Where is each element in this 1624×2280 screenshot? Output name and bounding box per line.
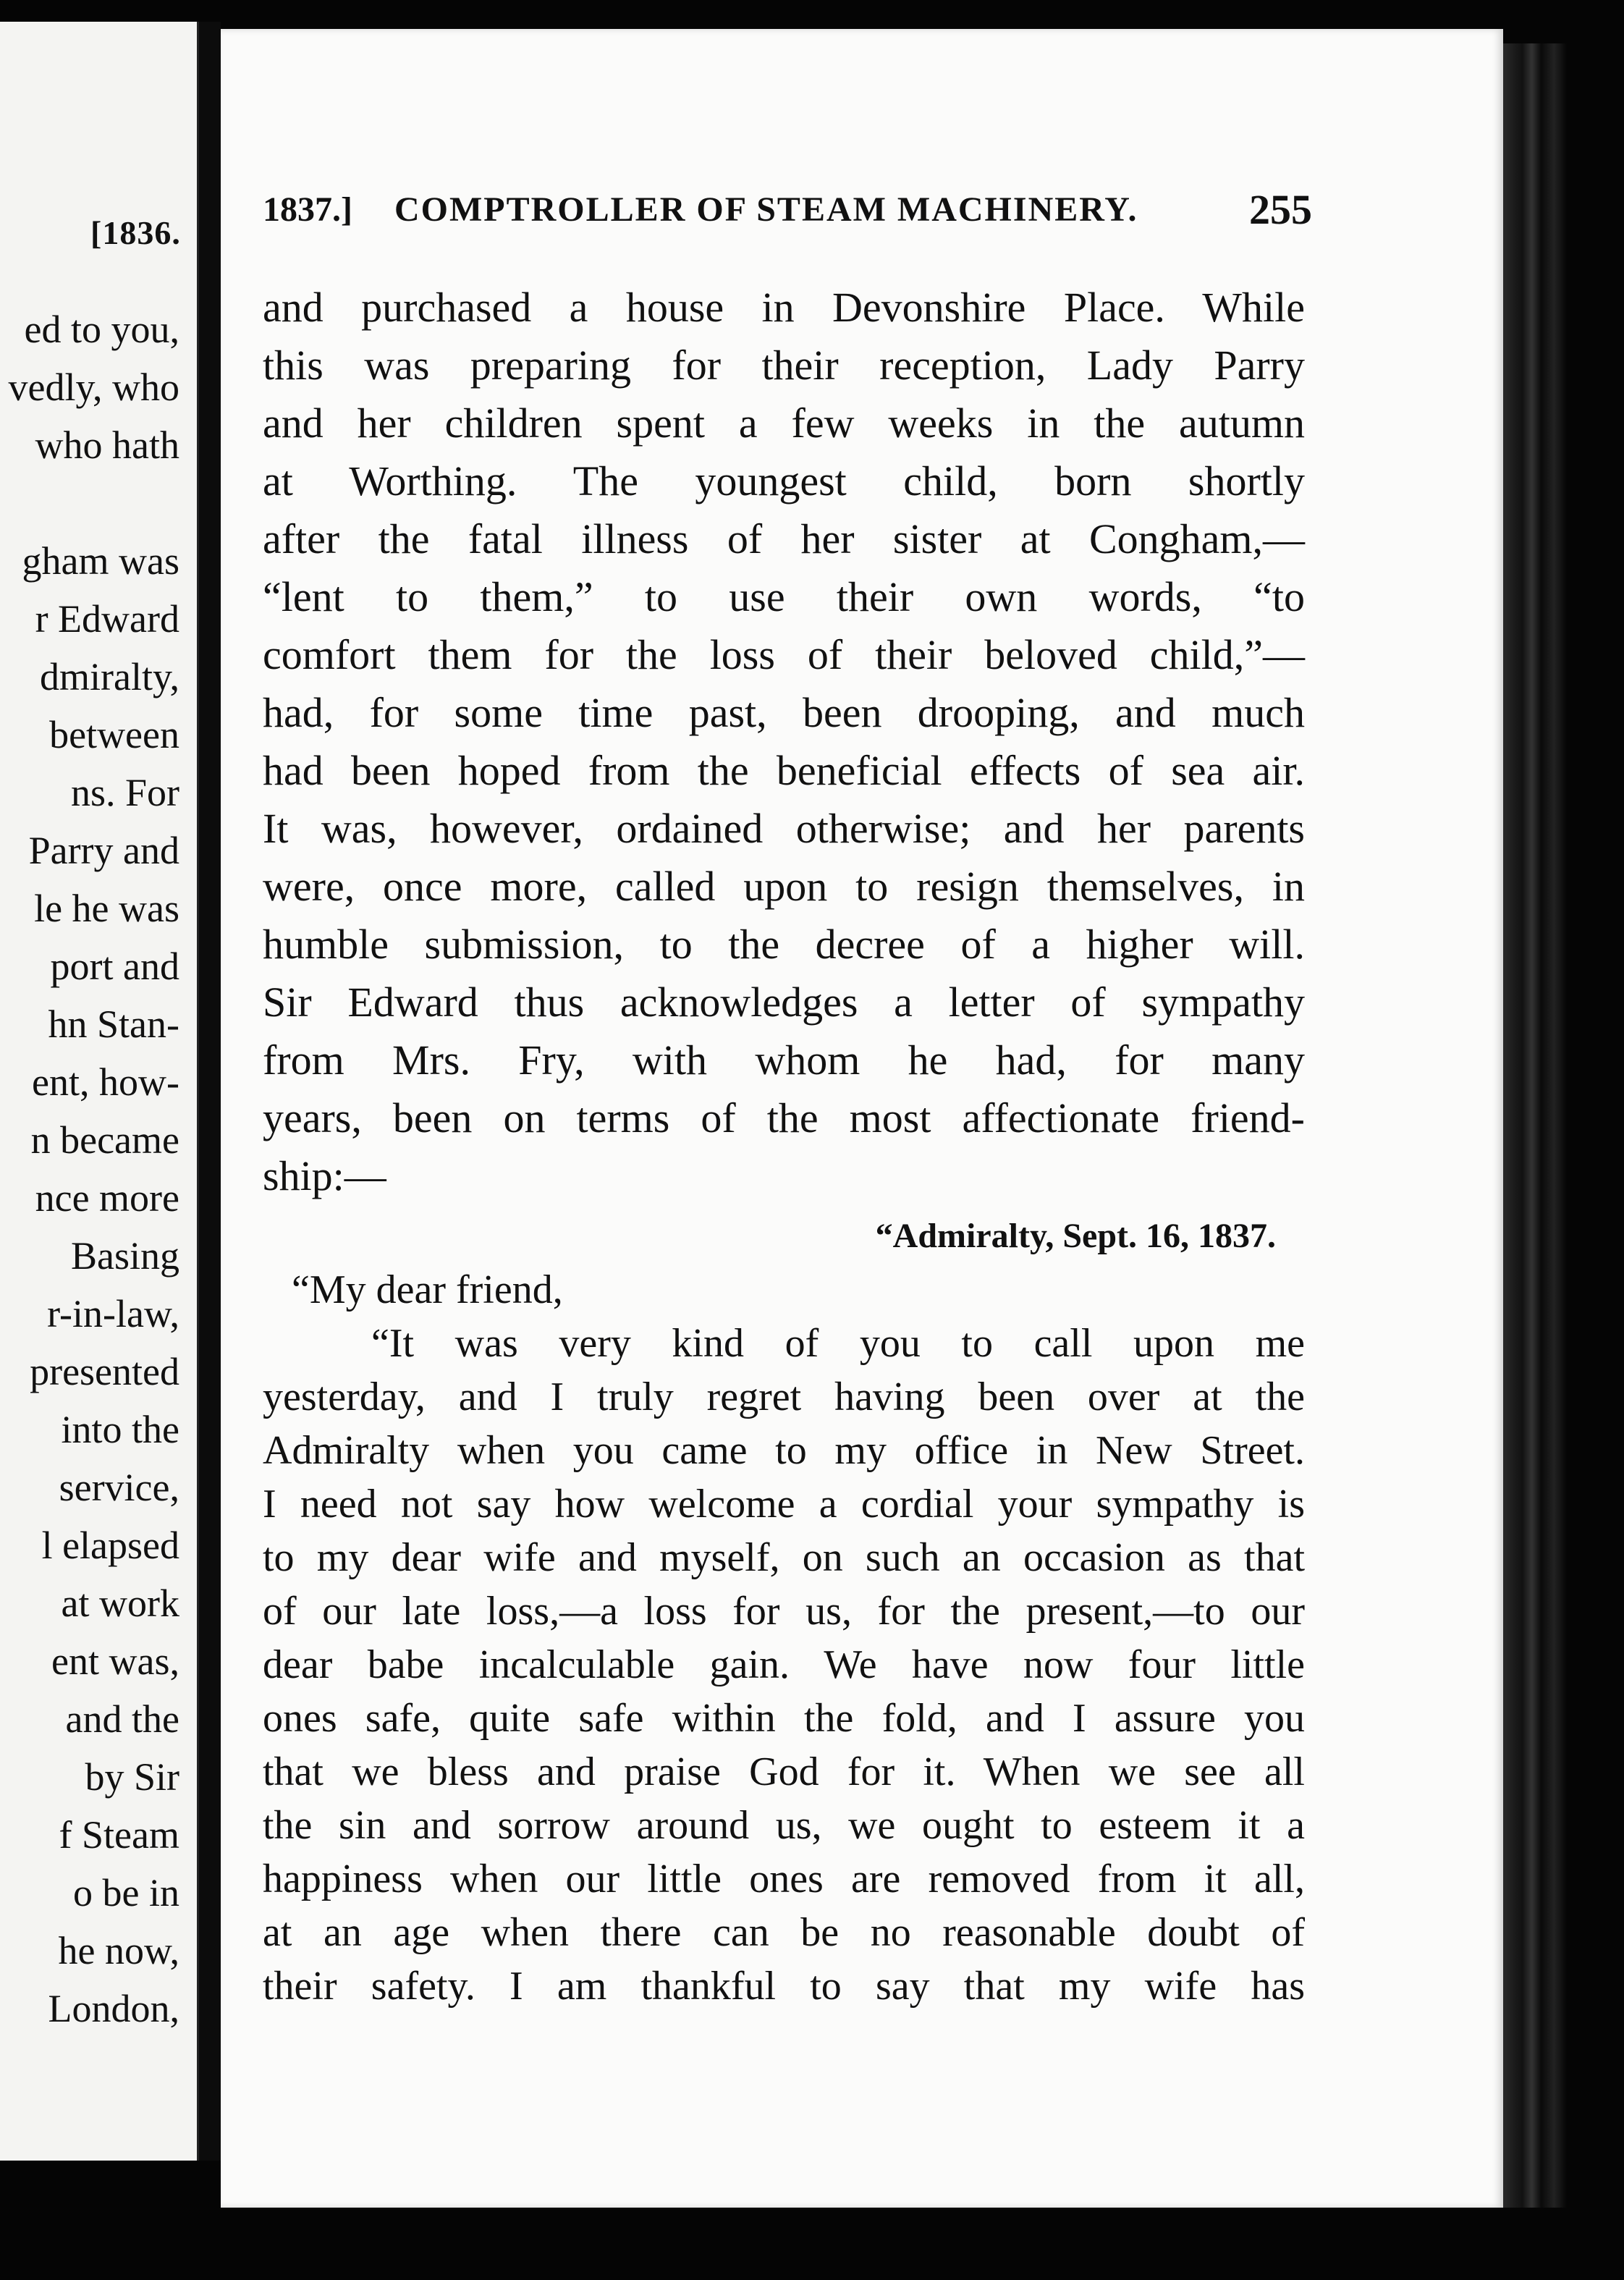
previous-page-text xyxy=(9,300,179,2038)
previous-page-line: he now, xyxy=(58,1929,179,1972)
previous-page-line: nce more xyxy=(35,1176,179,1220)
text-line: this was preparing for their reception, Lady Parry xyxy=(263,342,1305,389)
page-stack-edge xyxy=(1503,43,1567,2208)
previous-page-line: dmiralty, xyxy=(40,655,179,698)
running-head-title: COMPTROLLER OF STEAM MACHINERY. xyxy=(394,190,1138,229)
book-gutter xyxy=(199,22,221,2161)
letter-line: yesterday, and I truly regret having been over at the xyxy=(263,1375,1305,1419)
text-line: from Mrs. Fry, with whom he had, for many xyxy=(263,1036,1305,1084)
previous-page-line: vedly, who xyxy=(8,366,179,409)
text-line: had, for some time past, been drooping, and much xyxy=(263,689,1305,736)
letter-salutation: “My dear friend, xyxy=(292,1267,563,1312)
page-number: 255 xyxy=(1249,186,1312,233)
previous-page-line: o be in xyxy=(73,1871,179,1914)
text-line: years, been on terms of the most affectionate friend- xyxy=(263,1094,1305,1141)
letter-line: to my dear wife and myself, on such an occasion as that xyxy=(263,1535,1305,1580)
text-line: comfort them for the loss of their beloved child,”— xyxy=(263,631,1305,678)
text-line: after the fatal illness of her sister at Congham,— xyxy=(263,515,1305,562)
previous-page-line: ent, how- xyxy=(32,1060,179,1104)
letter-line: at an age when there can be no reasonable doubt of xyxy=(263,1910,1305,1955)
previous-page-line: presented xyxy=(30,1350,179,1393)
text-line: Sir Edward thus acknowledges a letter of sympathy xyxy=(263,979,1305,1026)
previous-page-line: and the xyxy=(65,1697,179,1741)
letter-line: the sin and sorrow around us, we ought to esteem it a xyxy=(263,1803,1305,1848)
previous-page xyxy=(0,22,199,2161)
letter-line: I need not say how welcome a cordial your sympathy is xyxy=(263,1482,1305,1527)
text-line: humble submission, to the decree of a higher will. xyxy=(263,921,1305,968)
previous-page-line: by Sir xyxy=(85,1755,179,1799)
main-paragraph xyxy=(263,279,1305,1205)
previous-page-line: n became xyxy=(30,1118,179,1162)
previous-page-line: port and xyxy=(50,945,179,988)
previous-page-line xyxy=(9,474,179,532)
letter-line: happiness when our little ones are removed from it all, xyxy=(263,1857,1305,1901)
previous-page-line: r Edward xyxy=(35,597,179,641)
text-line: and purchased a house in Devonshire Place. While xyxy=(263,284,1305,331)
previous-page-line: r-in-law, xyxy=(47,1292,179,1335)
previous-page-line: at work xyxy=(61,1582,179,1625)
previous-page-line: who hath xyxy=(35,423,179,467)
previous-page-line: Basing xyxy=(70,1234,179,1278)
previous-page-line: hn Stan- xyxy=(48,1002,179,1046)
previous-page-line: service, xyxy=(59,1466,179,1509)
text-line: It was, however, ordained otherwise; and her parents xyxy=(263,805,1305,852)
letter-line: their safety. I am thankful to say that my wife has xyxy=(263,1964,1305,2009)
previous-page-line: London, xyxy=(48,1987,179,2030)
text-line: “lent to them,” to use their own words, “to xyxy=(263,573,1305,620)
running-head-year: 1837.] xyxy=(263,190,352,229)
text-line: and her children spent a few weeks in the autumn xyxy=(263,400,1305,447)
previous-page-line: between xyxy=(49,713,179,756)
previous-page-line: into the xyxy=(61,1408,179,1451)
text-line: ship:— xyxy=(263,1152,386,1199)
letter-line: Admiralty when you came to my office in New Street. xyxy=(263,1428,1305,1473)
previous-page-line: Parry and xyxy=(28,829,179,872)
running-head xyxy=(263,186,1312,240)
text-line: had been hoped from the beneficial effects of sea air. xyxy=(263,747,1305,794)
previous-page-line: ns. For xyxy=(70,771,179,814)
letter-dateline: “Admiralty, Sept. 16, 1837. xyxy=(875,1217,1276,1255)
letter-line: that we bless and praise God for it. When we see all xyxy=(263,1749,1305,1794)
letter-line: ones safe, quite safe within the fold, and I assure you xyxy=(263,1696,1305,1741)
text-line: at Worthing. The youngest child, born shortly xyxy=(263,457,1305,504)
letter-line: “It was very kind of you to call upon me xyxy=(371,1321,1305,1366)
text-line: were, once more, called upon to resign themselves, in xyxy=(263,863,1305,910)
letter-line: of our late loss,—a loss for us, for the present,—to our xyxy=(263,1589,1305,1634)
previous-page-line: le he was xyxy=(34,887,179,930)
previous-page-line: ed to you, xyxy=(24,308,179,351)
letter-line: dear babe incalculable gain. We have now four little xyxy=(263,1642,1305,1687)
previous-page-line: gham was xyxy=(22,539,179,583)
previous-page-line: ent was, xyxy=(51,1639,179,1683)
previous-page-header: [1836. xyxy=(90,214,181,251)
letter-body xyxy=(263,1263,1305,2013)
previous-page-line: f Steam xyxy=(59,1813,179,1857)
previous-page-line: l elapsed xyxy=(41,1524,179,1567)
